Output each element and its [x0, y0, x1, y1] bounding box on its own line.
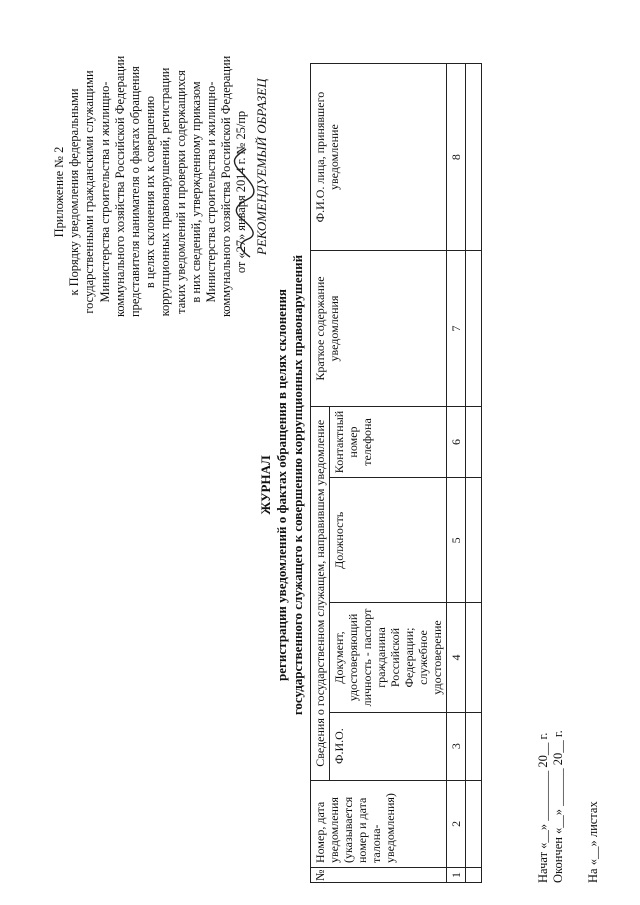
appendix-line: к Порядку уведомления федеральными — [67, 88, 82, 296]
appendix-line: в целях склонения их к совершению — [143, 95, 158, 289]
appendix-line: коррупционных правонарушений, регистрации — [158, 67, 173, 317]
header-fio: Ф.И.О. — [330, 712, 447, 780]
appendix-line: государственными гражданскими служащими — [82, 70, 97, 314]
column-number: 2 — [447, 780, 466, 867]
finished-line: Окончен «__» ______ 20__ г. — [551, 730, 565, 883]
journal-subtitle-line: регистрации уведомлений о фактах обращения в целях склонения — [274, 289, 289, 681]
appendix-line: коммунального хозяйства Российской Федерации — [112, 55, 127, 317]
appendix-line: Министерства строительства и жилищно- — [97, 81, 112, 303]
appendix-line: в них сведений, утвержденному приказом — [188, 81, 203, 303]
table-header-row — [311, 64, 330, 883]
appendix-block — [52, 55, 250, 317]
journal-table — [310, 63, 482, 883]
column-numbers-row — [447, 64, 466, 883]
header-number: № — [311, 868, 447, 883]
header-document: Документ, удостоверяющий личность - паспорт гражданина Российской Федерации; служебное удостоверение — [330, 603, 447, 712]
journal-subtitle-line: государственного служащего к совершению коррупционных правонарушений — [290, 254, 305, 716]
header-registration: Номер, дата уведомления (указывается номер и дата талона-уведомления) — [311, 780, 447, 867]
appendix-date-line: от «27» января 2014 г. № 25/пр — [234, 110, 249, 274]
started-line: Начат «__» ________ 20__ г. — [536, 732, 550, 883]
column-number: 3 — [447, 712, 466, 780]
journal-heading: ЖУРНАЛ — [258, 455, 273, 515]
header-position: Должность — [330, 478, 447, 603]
header-phone: Контактный номер телефона — [330, 406, 447, 477]
journal-title — [258, 105, 306, 865]
column-number: 5 — [447, 478, 466, 603]
recommended-sample-label: РЕКОМЕНДУЕМЫЙ ОБРАЗЕЦ — [254, 78, 269, 255]
appendix-line: представителя нанимателя о фактах обращения — [128, 66, 143, 317]
appendix-line: Министерства строительства и жилищно- — [204, 81, 219, 303]
column-number: 8 — [447, 64, 466, 251]
column-number: 4 — [447, 603, 466, 712]
header-receiver: Ф.И.О. лица, принявшего уведомление — [311, 64, 447, 251]
column-number: 6 — [447, 406, 466, 477]
appendix-line: Приложение № 2 — [52, 146, 66, 238]
appendix-line: коммунального хозяйства Российской Федерации — [219, 55, 234, 317]
header-content: Краткое содержание уведомления — [311, 251, 447, 407]
handwritten-date-signature — [232, 143, 256, 263]
appendix-line: таких уведомлений и проверки содержащихся — [173, 70, 188, 314]
column-number: 7 — [447, 251, 466, 407]
empty-row — [466, 64, 482, 883]
column-number: 1 — [447, 868, 466, 883]
header-employee-info: Сведения о государственном служащем, направившем уведомление — [311, 406, 330, 780]
sheets-line: На «__» листах — [586, 801, 600, 883]
